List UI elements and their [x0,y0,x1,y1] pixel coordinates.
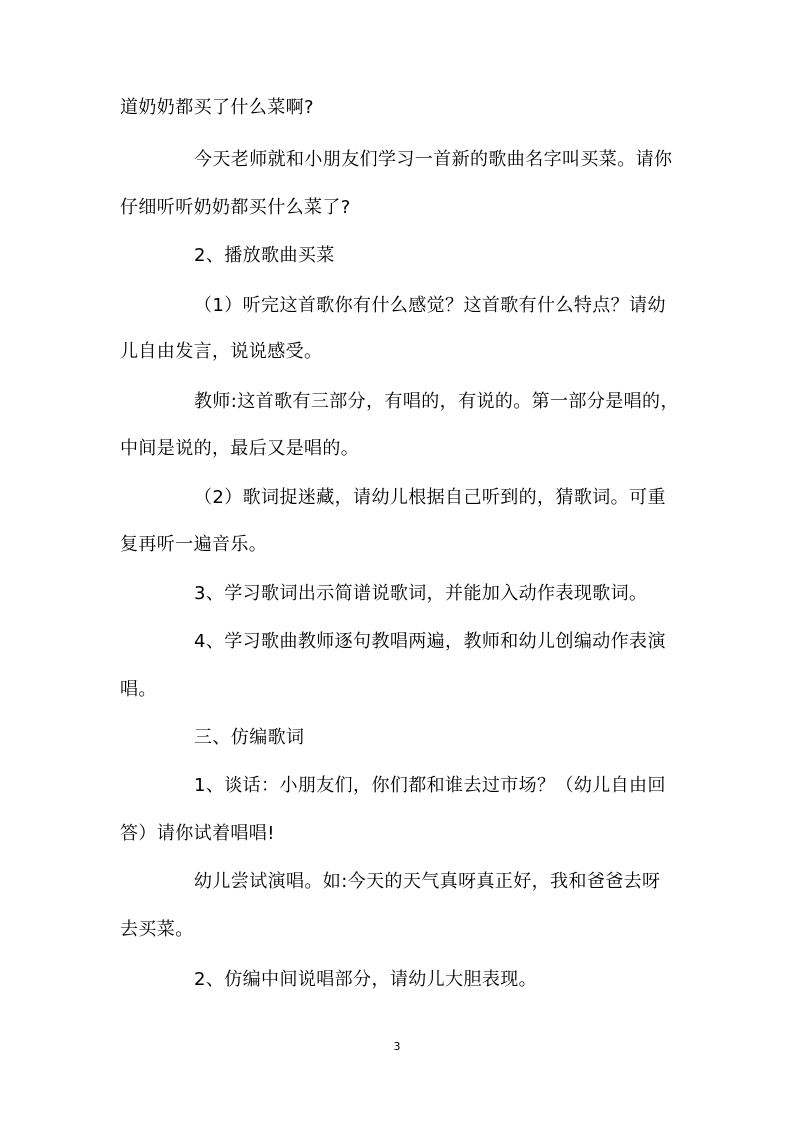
section-heading: 4、学习歌曲教师逐句教唱两遍，教师和幼儿创编动作表演 [194,631,666,652]
page-number: 3 [393,1040,401,1053]
paragraph-line: 幼儿尝试演唱。如:今天的天气真呀真正好，我和爸爸去呀 [194,871,661,892]
section-heading: 三、仿编歌词 [194,727,305,748]
section-heading: 2、播放歌曲买菜 [194,245,335,266]
section-heading: 3、学习歌词出示简谱说歌词，并能加入动作表现歌词。 [194,583,648,604]
paragraph-line: 教师:这首歌有三部分，有唱的，有说的。第一部分是唱的， [194,391,679,412]
text-line: 复再听一遍音乐。 [120,534,268,555]
paragraph-line: （2）歌词捉迷藏，请幼儿根据自己听到的，猜歌词。可重 [194,487,666,508]
text-line: 唱。 [120,679,157,700]
text-line: 儿自由发言，说说感受。 [120,341,323,362]
text-line: 仔细听听奶奶都买什么菜了? [120,197,351,218]
text-line: 中间是说的，最后又是唱的。 [120,438,360,459]
text-line: 答）请你试着唱唱! [120,823,275,844]
section-heading: 2、仿编中间说唱部分，请幼儿大胆表现。 [194,969,538,990]
text-line: 道奶奶都买了什么菜啊? [120,97,314,118]
text-line: 去买菜。 [120,919,194,940]
paragraph-line: 今天老师就和小朋友们学习一首新的歌曲名字叫买菜。请你 [194,149,673,170]
paragraph-line: 1、谈话：小朋友们，你们都和谁去过市场？（幼儿自由回 [194,775,666,796]
paragraph-line: （1）听完这首歌你有什么感觉？这首歌有什么特点？请幼 [194,295,666,316]
